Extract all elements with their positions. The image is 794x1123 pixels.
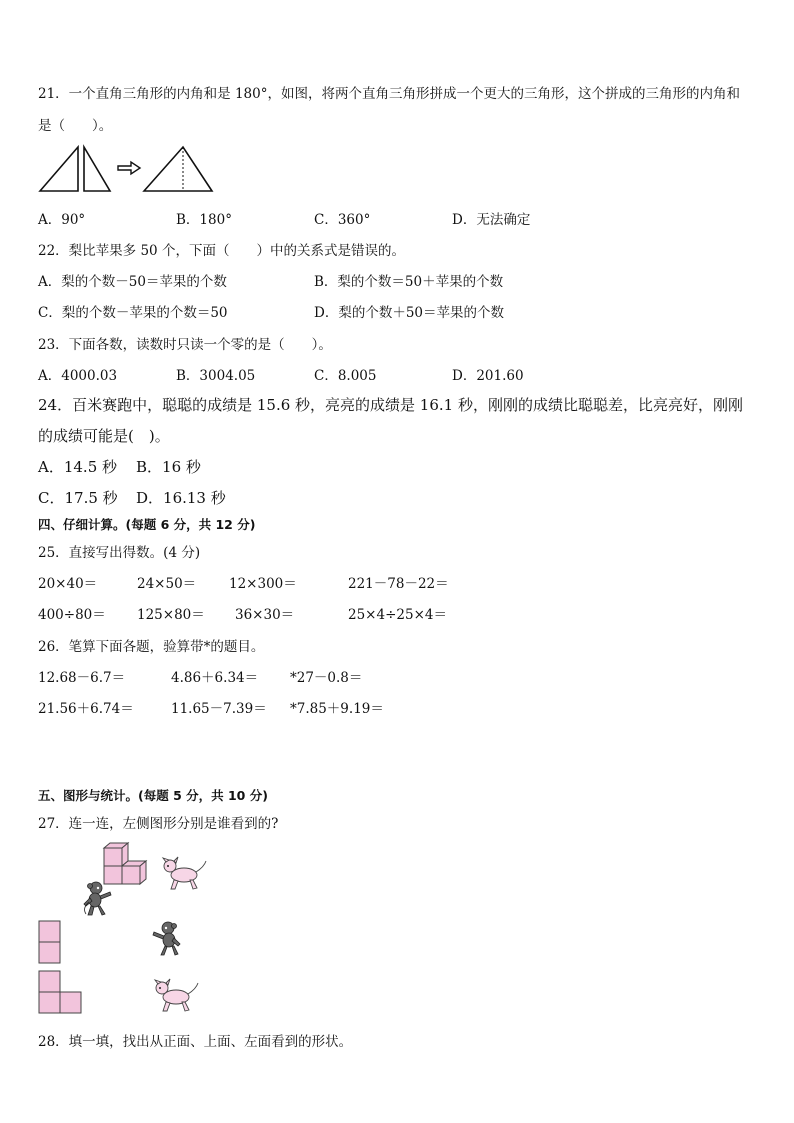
q21-option-a: A．90° [38,212,86,228]
q26-r1-c1: 12.68－6.7＝ [38,670,126,686]
dog-icon [152,977,200,1015]
q21-option-c: C．360° [314,212,371,228]
q24-option-a: A．14.5 秒 [38,458,117,476]
q22-option-c: C．梨的个数－苹果的个数＝50 [38,305,228,321]
section5-heading: 五、图形与统计。(每题 5 分，共 10 分) [38,788,268,803]
q25-r2-c1: 400÷80＝ [38,607,106,623]
q26-r2-c2: 11.65－7.39＝ [171,701,267,717]
q25-r1-c4: 221－78－22＝ [348,576,449,592]
monkey-icon [150,920,186,958]
q24-option-d: D．16.13 秒 [136,489,226,507]
q21-triangles-figure [38,143,218,195]
q27-text: 27．连一连，左侧图形分别是谁看到的? [38,816,279,832]
q25-text: 25．直接写出得数。(4 分) [38,545,201,561]
q25-r1-c2: 24×50＝ [137,576,197,592]
q22-option-a: A．梨的个数－50＝苹果的个数 [38,274,227,290]
q28-text: 28．填一填，找出从正面、上面、左面看到的形状。 [38,1034,353,1050]
q24-line2: 的成绩可能是( )。 [38,427,170,445]
combined-triangle [144,147,212,191]
q23-text: 23．下面各数，读数时只读一个零的是（ ）。 [38,337,332,353]
q26-r1-c3: *27－0.8＝ [290,670,363,686]
q24-line1: 24．百米赛跑中，聪聪的成绩是 15.6 秒，亮亮的成绩是 16.1 秒，刚刚的成绩比聪聪差，比亮亮好，刚刚 [38,396,743,414]
q21-option-d: D．无法确定 [452,212,531,228]
q23-option-b: B．3004.05 [176,368,256,384]
q25-r1-c3: 12×300＝ [229,576,297,592]
arrow-right-icon [118,162,140,174]
section4-heading: 四、仔细计算。(每题 6 分，共 12 分) [38,517,256,532]
q24-option-b: B．16 秒 [136,458,201,476]
q21-line2: 是（ ）。 [38,118,113,134]
q22-text: 22．梨比苹果多 50 个，下面（ ）中的关系式是错误的。 [38,243,405,259]
q22-option-b: B．梨的个数＝50＋苹果的个数 [314,274,504,290]
q21-line1: 21．一个直角三角形的内角和是 180°，如图，将两个直角三角形拼成一个更大的三角形，这个拼成的三角形的内角和 [38,86,740,102]
dog-icon [160,855,208,893]
q23-option-c: C．8.005 [314,368,377,384]
q25-r2-c2: 125×80＝ [137,607,205,623]
q24-option-c: C．17.5 秒 [38,489,118,507]
triangle-right [84,147,110,191]
q23-option-a: A．4000.03 [38,368,118,384]
q23-option-d: D．201.60 [452,368,524,384]
triangle-left [40,147,78,191]
view-shape-vertical [38,920,62,966]
q26-r2-c3: *7.85＋9.19＝ [290,701,384,717]
q25-r2-c3: 36×30＝ [235,607,295,623]
q26-r1-c2: 4.86＋6.34＝ [171,670,259,686]
monkey-icon [80,880,116,918]
q22-option-d: D．梨的个数＋50＝苹果的个数 [314,305,505,321]
q26-r2-c1: 21.56＋6.74＝ [38,701,134,717]
q21-option-b: B．180° [176,212,232,228]
q26-text: 26．笔算下面各题，验算带*的题目。 [38,639,265,655]
view-shape-l [38,970,84,1016]
q25-r1-c1: 20×40＝ [38,576,98,592]
q25-r2-c4: 25×4÷25×4＝ [348,607,447,623]
